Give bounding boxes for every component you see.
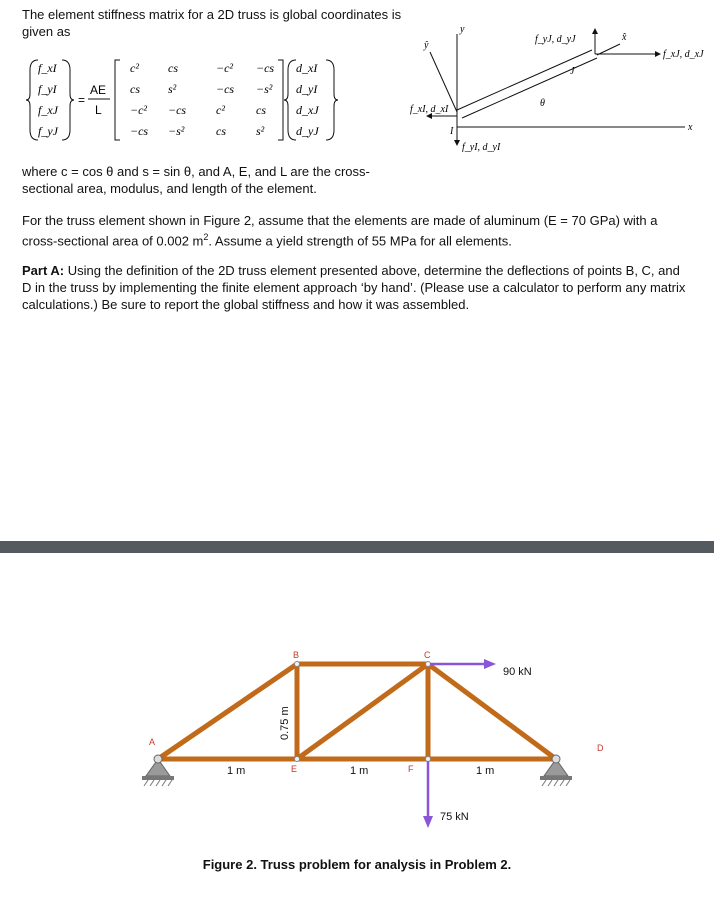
lhs-0: f_xI: [38, 61, 57, 75]
member-CD: [428, 664, 556, 759]
lhs-1: f_yI: [38, 82, 57, 96]
matrix-cell-1-1: s²: [168, 82, 177, 96]
force-xJ-label: f_xJ, d_xJ: [663, 49, 704, 60]
para1-sup: 2: [203, 232, 209, 242]
factor-numerator: AE: [90, 83, 107, 97]
dim-height: 0.75 m: [279, 706, 291, 740]
node-label-E: E: [291, 764, 298, 774]
section-divider: [0, 541, 714, 553]
force-xI-label: f_xI, d_xI: [410, 104, 449, 115]
load-F-arrow: [423, 761, 433, 828]
matrix-cell-0-3: −cs: [256, 61, 275, 75]
matrix-cell-0-2: −c²: [216, 61, 234, 75]
member-EC: [297, 664, 428, 759]
load-C-label: 90 kN: [503, 666, 532, 678]
equals-sign: =: [78, 93, 86, 107]
matrix-cell-1-3: −s²: [256, 82, 273, 96]
matrix-cell-3-1: −s²: [168, 124, 185, 138]
node-label-C: C: [424, 650, 431, 660]
node-label-F: F: [408, 764, 414, 774]
node-label-A: A: [149, 737, 156, 747]
member-AB: [158, 664, 297, 759]
para1-post: . Assume a yield strength of 55 MPa for all elements.: [208, 233, 512, 249]
node-J-label: J: [570, 66, 575, 77]
x-axis-label: x: [688, 122, 693, 133]
load-F-label: 75 kN: [440, 811, 469, 823]
stiffness-equation: [20, 56, 350, 144]
matrix-cell-3-0: −cs: [130, 124, 149, 138]
element-diagram: [410, 22, 710, 152]
node-I-label: I: [450, 126, 454, 137]
para1-pre: For the truss element shown in Figure 2, assume that the elements are made of aluminum (E = 70 GPa) with a cross-sectional area of 0.002 m: [22, 213, 658, 249]
truss-figure: [0, 560, 714, 904]
matrix-cell-2-1: −cs: [168, 103, 187, 117]
dim-EF: 1 m: [350, 765, 369, 777]
part-a-label: Part A:: [22, 263, 65, 278]
matrix-cell-1-0: cs: [130, 82, 140, 96]
matrix-cell-2-2: c²: [216, 103, 225, 117]
part-a-text: Using the definition of the 2D truss element presented above, determine the deflections of points B, C, and D in the truss by implementing the finite element approach ‘by hand’. (Please use a calculator to perform any matrix calculations.) Be sure to report the global stiffness and how it was assembled.: [22, 263, 686, 312]
figure-caption: Figure 2. Truss problem for analysis in Problem 2.: [202, 857, 512, 872]
paragraph-part-a: [22, 262, 692, 313]
dim-FD: 1 m: [476, 765, 495, 777]
matrix-cell-3-3: s²: [256, 124, 265, 138]
matrix-cells: [130, 61, 274, 138]
x-hat-label: x̂: [622, 32, 627, 43]
where-text: where c = cos θ and s = sin θ, and A, E, and L are the cross-sectional area, modulus, and length of the element.: [22, 164, 370, 196]
y-hat-label: ŷ: [424, 40, 429, 51]
y-axis-label: y: [460, 24, 465, 35]
paragraph-material: [22, 212, 692, 249]
theta-label: θ: [540, 98, 545, 109]
lhs-3: f_yJ: [38, 124, 58, 138]
load-C-arrow: [430, 659, 496, 669]
force-yI-label: f_yI, d_yI: [462, 142, 501, 152]
node-label-D: D: [597, 743, 604, 753]
matrix-cell-2-3: cs: [256, 103, 266, 117]
matrix-cell-3-2: cs: [216, 124, 226, 138]
matrix-cell-0-1: cs: [168, 61, 178, 75]
matrix-cell-1-2: −cs: [216, 82, 235, 96]
rhs-1: d_yI: [296, 82, 318, 96]
matrix-cell-2-0: −c²: [130, 103, 148, 117]
matrix-cell-0-0: c²: [130, 61, 139, 75]
factor-denominator: L: [95, 103, 102, 117]
rhs-0: d_xI: [296, 61, 318, 75]
intro-text: The element stiffness matrix for a 2D truss is global coordinates is given as: [22, 7, 402, 39]
force-yJ-label: f_yJ, d_yJ: [535, 34, 576, 45]
node-label-B: B: [293, 650, 300, 660]
rhs-2: d_xJ: [296, 103, 319, 117]
rhs-3: d_yJ: [296, 124, 319, 138]
dim-AE: 1 m: [227, 765, 246, 777]
lhs-2: f_xJ: [38, 103, 58, 117]
